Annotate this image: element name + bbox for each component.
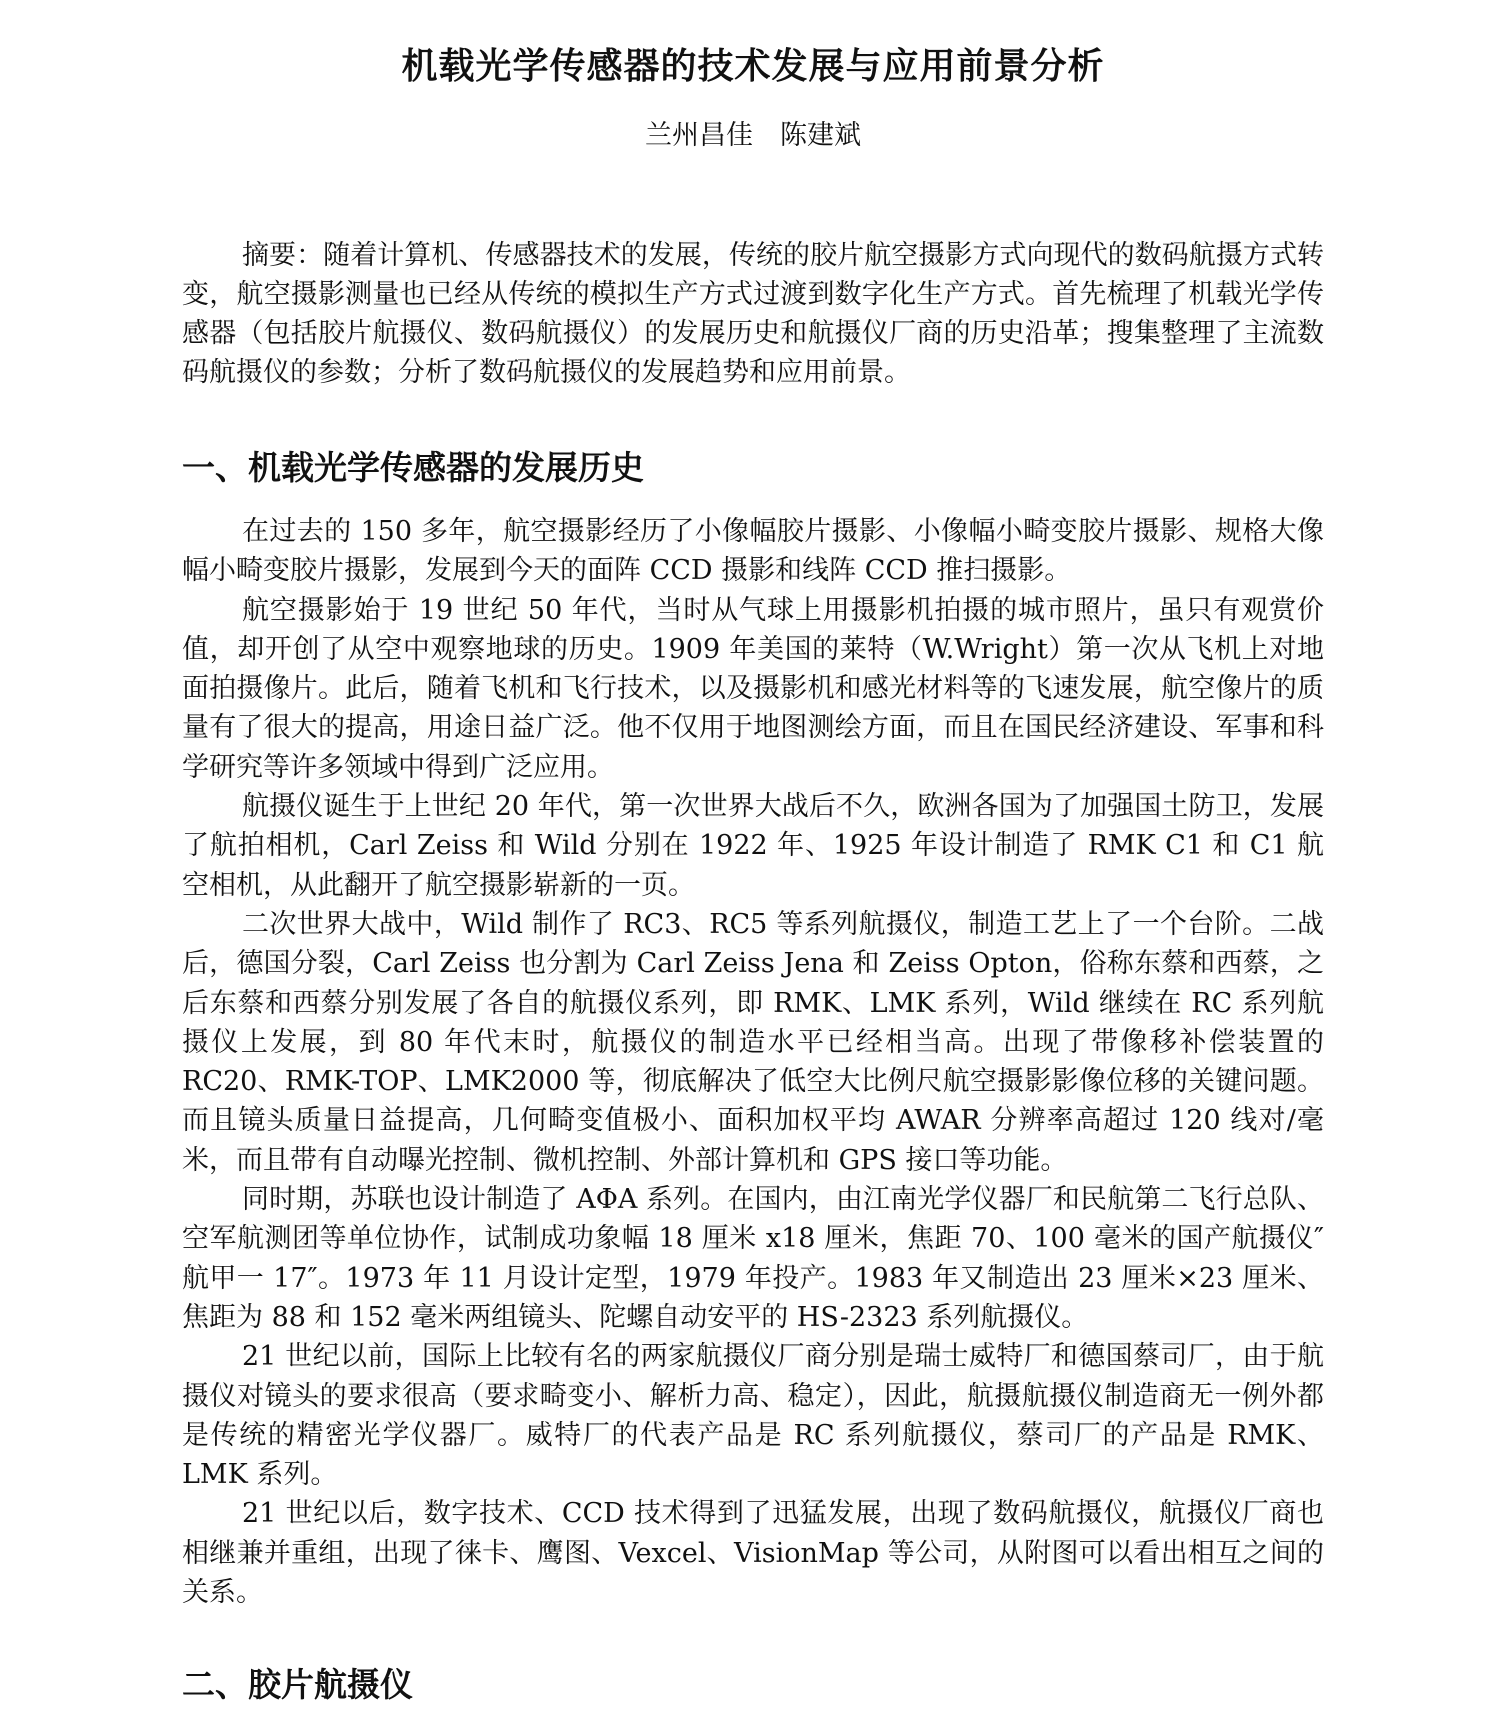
section-1-heading: 一、机载光学传感器的发展历史 xyxy=(182,448,644,487)
section-1-paragraph-5: 同时期，苏联也设计制造了 AΦA 系列。在国内，由江南光学仪器厂和民航第二飞行总队、空军航测团等单位协作，试制成功象幅 18 厘米 x18 厘米，焦距 70、100 毫米的国产航摄仪″航甲一 17″。1973 年 11 月设计定型，1979 年投产。1983 年又制造出 23 厘米×23 厘米、焦距为 88 和 152 毫米两组镜头、陀螺自动安平的 HS-2323 系列航摄仪。 xyxy=(182,1184,1324,1333)
section-1-paragraph-7: 21 世纪以后，数字技术、CCD 技术得到了迅猛发展，出现了数码航摄仪，航摄仪厂商也相继兼并重组，出现了徕卡、鹰图、Vexcel、VisionMap 等公司，从附图可以看出相互之间的关系。 xyxy=(182,1498,1324,1609)
section-1-paragraph-3: 航摄仪诞生于上世纪 20 年代，第一次世界大战后不久，欧洲各国为了加强国土防卫，发展了航拍相机，Carl Zeiss 和 Wild 分别在 1922 年、1925 年设计制造了 RMK C1 和 C1 航空相机，从此翻开了航空摄影崭新的一页。 xyxy=(182,791,1324,901)
abstract-paragraph: 摘要：随着计算机、传感器技术的发展，传统的胶片航空摄影方式向现代的数码航摄方式转变，航空摄影测量也已经从传统的模拟生产方式过渡到数字化生产方式。首先梳理了机载光学传感器（包括胶片航摄仪、数码航摄仪）的发展历史和航摄仪厂商的历史沿革；搜集整理了主流数码航摄仪的参数；分析了数码航摄仪的发展趋势和应用前景。 xyxy=(182,240,1324,388)
section-1-paragraph-1: 在过去的 150 多年，航空摄影经历了小像幅胶片摄影、小像幅小畸变胶片摄影、规格大像幅小畸变胶片摄影，发展到今天的面阵 CCD 摄影和线阵 CCD 推扫摄影。 xyxy=(182,516,1324,587)
section-1-paragraph-6: 21 世纪以前，国际上比较有名的两家航摄仪厂商分别是瑞士威特厂和德国蔡司厂，由于航摄仪对镜头的要求很高（要求畸变小、解析力高、稳定），因此，航摄航摄仪制造商无一例外都是传统的精密光学仪器厂。威特厂的代表产品是 RC 系列航摄仪，蔡司厂的产品是 RMK、LMK 系列。 xyxy=(182,1341,1324,1491)
section-1-paragraph-4: 二次世界大战中，Wild 制作了 RC3、RC5 等系列航摄仪，制造工艺上了一个台阶。二战后，德国分裂，Carl Zeiss 也分割为 Carl Zeiss Jena 和 Zeiss Opton，俗称东蔡和西蔡，之后东蔡和西蔡分别发展了各自的航摄仪系列，即 RMK、LMK 系列，Wild 继续在 RC 系列航摄仪上发展，到 80 年代末时，航摄仪的制造水平已经相当高。出现了带像移补偿装置的 RC20、RMK-TOP、LMK2000 等，彻底解决了低空大比例尺航空摄影影像位移的关键问题。而且镜头质量日益提高，几何畸变值极小、面积加权平均 AWAR 分辨率高超过 120 线对/毫米，而且带有自动曝光控制、微机控制、外部计算机和 GPS 接口等功能。 xyxy=(182,908,1324,1176)
section-1-body xyxy=(182,512,1324,1612)
section-2-heading: 二、胶片航摄仪 xyxy=(182,1665,413,1704)
document-title: 机载光学传感器的技术发展与应用前景分析 xyxy=(401,45,1105,88)
document-authors: 兰州昌佳 陈建斌 xyxy=(645,120,861,151)
section-1-paragraph-2: 航空摄影始于 19 世纪 50 年代，当时从气球上用摄影机拍摄的城市照片，虽只有观赏价值，却开创了从空中观察地球的历史。1909 年美国的莱特（W.Wright）第一次从飞机上对地面拍摄像片。此后，随着飞机和飞行技术，以及摄影机和感光材料等的飞速发展，航空像片的质量有了很大的提高，用途日益广泛。他不仅用于地图测绘方面，而且在国民经济建设、军事和科学研究等许多领域中得到广泛应用。 xyxy=(182,594,1324,783)
